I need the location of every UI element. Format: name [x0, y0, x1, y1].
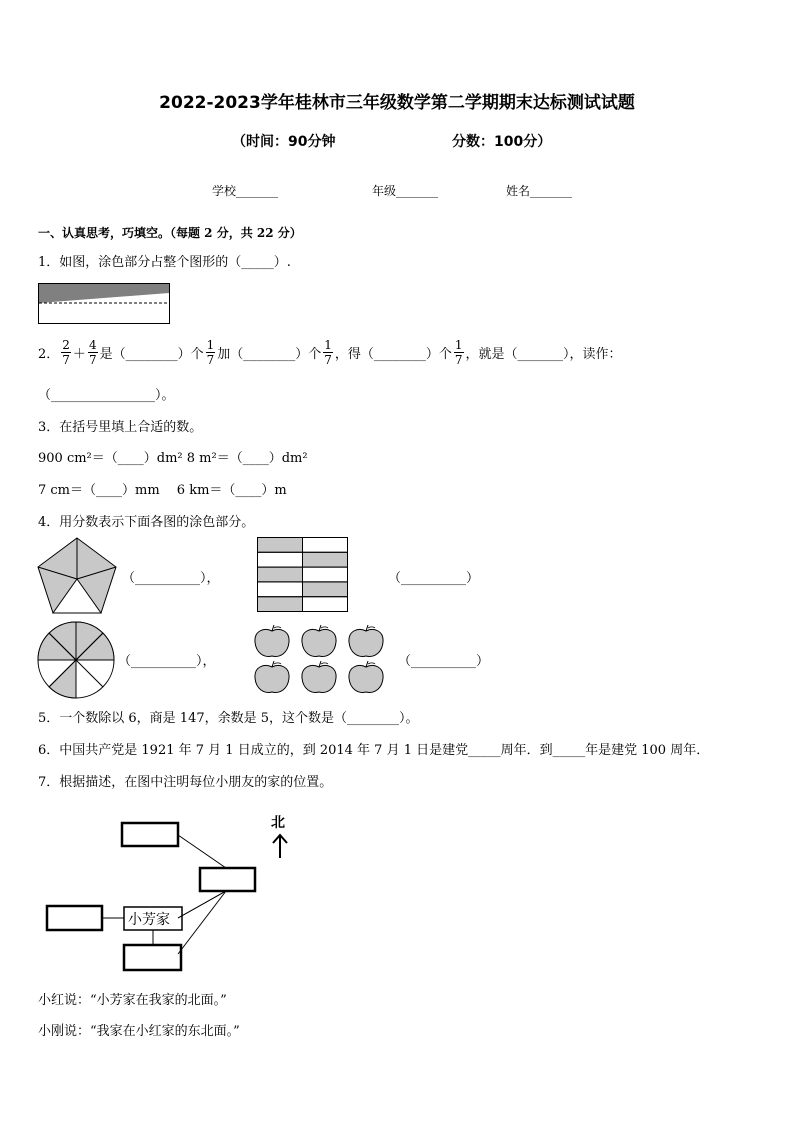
q4-answer-2: （__________）	[388, 571, 480, 586]
fraction-1-7: $\frac{1}{7}$	[324, 338, 332, 367]
question-3-line1: 900 cm²＝（____）dm² 8 m²＝（____）dm²	[38, 451, 308, 466]
pentagon-figure	[36, 536, 122, 616]
q4-answer-1: （__________），	[122, 571, 220, 586]
hint-xiaogang: 小刚说：“我家在小红家的东北面。”	[38, 1024, 240, 1039]
hint-xiaohong: 小红说：“小芳家在我家的北面。”	[38, 993, 227, 1008]
q1-figure	[38, 283, 172, 327]
section-heading: 一、认真思考，巧填空。（每题 2 分，共 22 分）	[38, 226, 302, 240]
xiaofang-house-label: 小芳家	[128, 912, 170, 928]
name-field: 姓名_______	[506, 184, 573, 198]
house-box-east	[200, 868, 255, 891]
fraction-1-7: $\frac{1}{7}$	[206, 338, 215, 367]
q4-answer-3: （__________），	[118, 654, 216, 669]
house-box-northwest	[122, 823, 178, 846]
page-title: 2022-2023学年桂林市三年级数学第二学期期末达标测试试题	[159, 93, 635, 113]
question-3: 3．在括号里填上合适的数。	[38, 420, 203, 435]
map-diagram	[40, 808, 300, 978]
score-label: 分数：100分）	[452, 134, 552, 150]
circle-figure	[36, 620, 118, 702]
q4-answer-4: （__________）	[398, 654, 490, 669]
grid-figure	[257, 537, 349, 613]
question-2: 2． $\frac{2}{7}$ ＋ $\frac{4}{7}$ 是（________）个 $\frac{1}{7}$ 加（________）个 $\frac{1}{7}$ ，得（________）个 $\frac{1}{7}$ ，就是（_______），读作：	[38, 338, 622, 367]
house-box-south	[124, 945, 181, 970]
apples-figure	[250, 623, 390, 695]
school-field: 学校_______	[212, 184, 279, 198]
question-5: 5．一个数除以 6，商是 147，余数是 5，这个数是（________）。	[38, 711, 419, 726]
question-7: 7．根据描述，在图中注明每位小朋友的家的位置。	[38, 775, 333, 790]
question-6: 6．中国共产党是 1921 年 7 月 1 日成立的，到 2014 年 7 月 1 日是建党_____周年．到_____年是建党 100 周年．	[38, 743, 710, 758]
question-3-line2: 7 cm＝（____）mm 6 km＝（____）m	[38, 483, 287, 498]
house-box-west	[47, 906, 102, 930]
north-label: 北	[271, 815, 285, 831]
fraction-2-7: $\frac{2}{7}$	[62, 338, 70, 367]
question-4: 4．用分数表示下面各图的涂色部分。	[38, 515, 255, 530]
fraction-4-7: $\frac{4}{7}$	[88, 338, 97, 367]
fraction-1-7: $\frac{1}{7}$	[454, 338, 463, 367]
grade-field: 年级_______	[372, 184, 439, 198]
question-2-line2: （________________）。	[38, 388, 175, 403]
time-label: （时间：90分钟	[232, 134, 336, 150]
question-1: 1．如图，涂色部分占整个图形的（_____）.	[38, 255, 291, 270]
